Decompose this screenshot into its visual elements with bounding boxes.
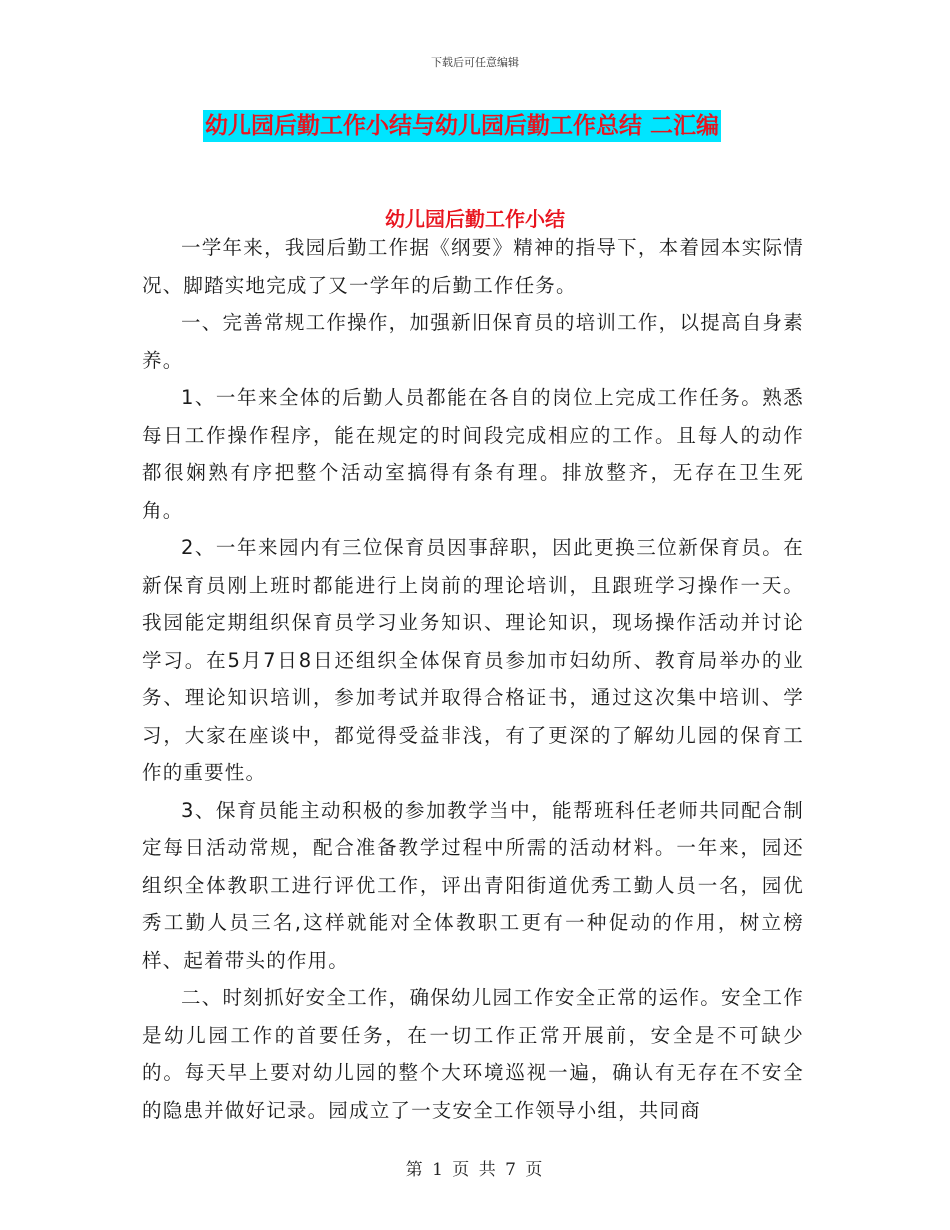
paragraph: 二、时刻抓好安全工作，确保幼儿园工作安全正常的运作。安全工作是幼儿园工作的首要任务，在一切工作正常开展前，安全是不可缺少的。每天早上要对幼儿园的整个大环境巡视一遍，确认有无存在不安全的隐患并做好记录。园成立了一支安全工作领导小组，共同商: [142, 986, 804, 1122]
page-footer: 第 1 页 共 7 页: [405, 1160, 545, 1180]
document-title: 幼儿园后勤工作小结与幼儿园后勤工作总结 二汇编: [203, 110, 721, 142]
paragraph: 一、完善常规工作操作，加强新旧保育员的培训工作，以提高自身素养。: [142, 311, 804, 372]
paragraph: 1、一年来全体的后勤人员都能在各自的岗位上完成工作任务。熟悉每日工作操作程序，能在规定的时间段完成相应的工作。且每人的动作都很娴熟有序把整个活动室搞得有条有理。排放整齐，无存在卫生死角。: [142, 386, 804, 522]
paragraph: 一学年来，我园后勤工作据《纲要》精神的指导下，本着园本实际情况、脚踏实地完成了又一学年的后勤工作任务。: [142, 236, 804, 297]
paragraph: 3、保育员能主动积极的参加教学当中，能帮班科任老师共同配合制定每日活动常规，配合准备教学过程中所需的活动材料。一年来，园还组织全体教职工进行评优工作，评出青阳街道优秀工勤人员一名，园优秀工勤人员三名,这样就能对全体教职工更有一种促动的作用，树立榜样、起着带头的作用。: [142, 798, 804, 972]
paragraph: 2、一年来园内有三位保育员因事辞职，因此更换三位新保育员。在新保育员刚上班时都能进行上岗前的理论培训，且跟班学习操作一天。我园能定期组织保育员学习业务知识、理论知识，现场操作活动并讨论学习。在5月7日8日还组织全体保育员参加市妇幼所、教育局举办的业务、理论知识培训，参加考试并取得合格证书，通过这次集中培训、学习，大家在座谈中，都觉得受益非浅，有了更深的了解幼儿园的保育工作的重要性。: [142, 536, 804, 784]
header-note: 下载后可任意编辑: [431, 56, 519, 69]
section-title: 幼儿园后勤工作小结: [385, 207, 565, 231]
body-text: [142, 229, 804, 1129]
